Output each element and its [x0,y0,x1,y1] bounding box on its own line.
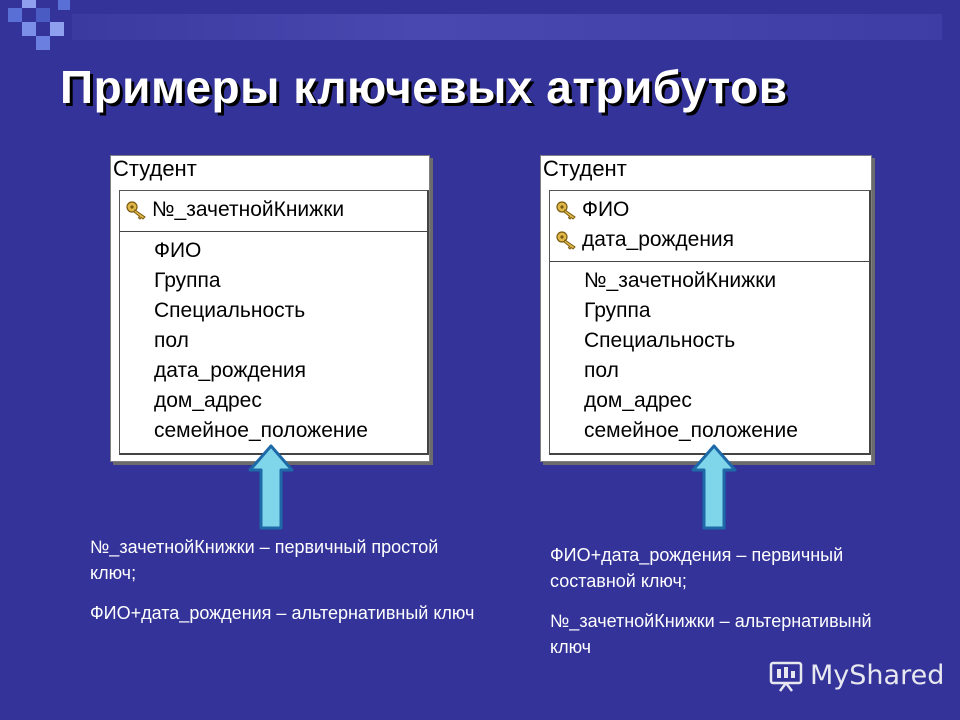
attribute-list [550,262,869,446]
attribute: Специальность [154,299,306,322]
attribute: Группа [154,269,221,292]
attribute: пол [584,359,619,382]
attribute: Специальность [584,329,736,352]
attribute: дата_рождения [154,359,307,382]
key-attribute-label: ФИО [582,198,630,221]
deco-square [36,8,50,22]
key-icon [556,230,578,250]
key-section [550,191,869,262]
key-attribute [550,225,869,255]
attribute: ФИО [154,239,202,262]
presentation-board-icon [768,658,804,692]
right-caption [550,542,880,674]
key-attribute-label: дата_рождения [582,228,735,251]
left-caption [90,534,480,640]
left-entity-table [110,155,430,462]
left-caption-alternate: ФИО+дата_рождения – альтернативный ключ [90,603,475,623]
deco-square [50,22,64,36]
watermark [768,658,944,692]
entity-name: Студент [543,156,627,181]
attribute-list [120,232,427,446]
attribute: семейное_положение [154,419,368,442]
right-caption-primary: ФИО+дата_рождения – первичный составной ключ; [550,545,844,591]
attribute: дом_адрес [584,389,692,412]
header-band [72,14,942,40]
entity-frame [110,155,430,462]
attribute: дом_адрес [154,389,262,412]
deco-square [22,0,36,8]
attribute: пол [154,329,189,352]
key-attribute [550,195,869,225]
slide-title: Примеры ключевых атрибутов [60,61,788,113]
deco-square [8,8,22,22]
right-entity-table [540,155,872,462]
deco-square [36,36,50,50]
key-attribute [120,195,427,225]
entity-name: Студент [113,156,197,181]
key-section [120,191,427,232]
entity-body [549,190,871,455]
attribute: Группа [584,299,651,322]
entity-frame [540,155,872,462]
left-caption-primary: №_зачетнойКнижки – первичный простой ключ; [90,537,439,583]
deco-square [58,0,70,10]
header-decoration [0,0,960,50]
entity-body [119,190,429,455]
key-icon [556,200,578,220]
deco-square [22,22,36,36]
right-caption-alternate: №_зачетнойКнижки – альтернативынй ключ [550,611,872,657]
key-icon [126,200,148,220]
up-arrow-right [691,444,737,530]
watermark-text: MyShared [810,659,945,691]
key-attribute-label: №_зачетнойКнижки [152,198,345,221]
up-arrow-left [248,444,294,530]
attribute: №_зачетнойКнижки [584,269,777,292]
attribute: семейное_положение [584,419,798,442]
